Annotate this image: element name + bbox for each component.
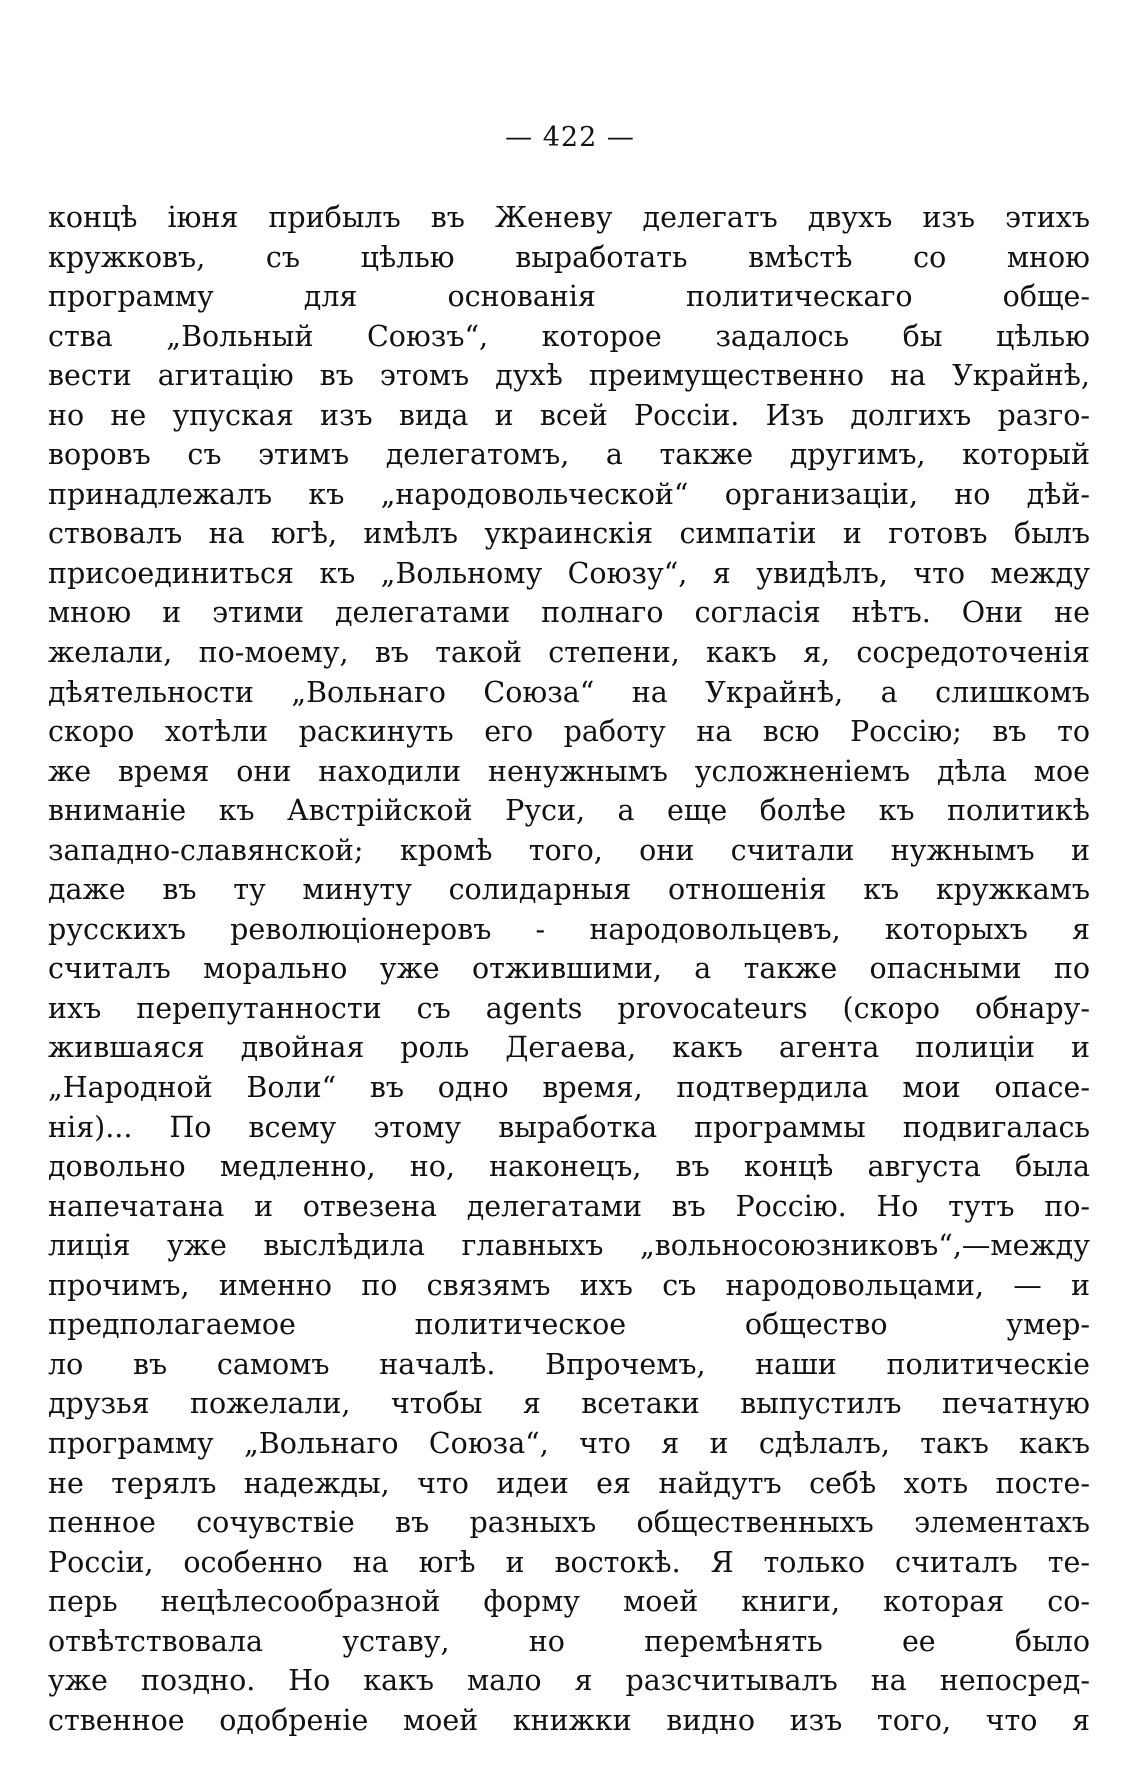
text-line: ло въ самомъ началѣ. Впрочемъ, наши политическіе bbox=[48, 1347, 1090, 1381]
text-line: ихъ перепутанности съ agents provocateurs (скоро обнару- bbox=[48, 991, 1090, 1025]
text-line: кружковъ, съ цѣлью выработать вмѣстѣ со мною bbox=[48, 240, 1090, 274]
text-line: прочимъ, именно по связямъ ихъ съ народовольцами, — и bbox=[48, 1268, 1090, 1302]
text-line: считалъ морально уже отжившими, а также опасными по bbox=[48, 952, 1090, 986]
text-line: скоро хотѣли раскинуть его работу на всю Россію; въ то bbox=[48, 715, 1090, 749]
text-line: ственное одобреніе моей книжки видно изъ того, что я bbox=[48, 1703, 1090, 1737]
text-line: западно-славянской; кромѣ того, они считали нужнымъ и bbox=[48, 833, 1090, 867]
text-line: отвѣтствовала уставу, но перемѣнять ее было bbox=[48, 1624, 1090, 1658]
text-line: жившаяся двойная роль Дегаева, какъ агента полиціи и bbox=[48, 1031, 1090, 1065]
text-line: уже поздно. Но какъ мало я разсчитывалъ на непосред- bbox=[48, 1664, 1090, 1698]
text-line: ствовалъ на югѣ, имѣлъ украинскія симпатіи и готовъ былъ bbox=[48, 517, 1090, 551]
page-number: — 422 — bbox=[505, 122, 635, 153]
text-line: ства „Вольный Союзъ“, которое задалось бы цѣлью bbox=[48, 319, 1090, 353]
text-line: лиція уже выслѣдила главныхъ „вольносоюзниковъ“,—между bbox=[48, 1229, 1090, 1263]
text-line: мною и этими делегатами полнаго согласія нѣтъ. Они не bbox=[48, 596, 1090, 630]
body-text bbox=[48, 198, 1090, 1740]
text-line: дѣятельности „Вольнаго Союза“ на Украйнѣ, а слишкомъ bbox=[48, 675, 1090, 709]
text-line: присоединиться къ „Вольному Союзу“, я увидѣлъ, что между bbox=[48, 556, 1090, 590]
text-line: перь нецѣлесообразной форму моей книги, которая со- bbox=[48, 1585, 1090, 1619]
text-line: друзья пожелали, чтобы я всетаки выпустилъ печатную bbox=[48, 1387, 1090, 1421]
text-line: воровъ съ этимъ делегатомъ, а также другимъ, который bbox=[48, 438, 1090, 472]
text-line: предполагаемое политическое общество умер- bbox=[48, 1308, 1090, 1342]
text-line: напечатана и отвезена делегатами въ Россію. Но тутъ по- bbox=[48, 1189, 1090, 1223]
text-line: даже въ ту минуту солидарныя отношенія къ кружкамъ bbox=[48, 873, 1090, 907]
text-line: принадлежалъ къ „народовольческой“ организаціи, но дѣй- bbox=[48, 477, 1090, 511]
text-line: программу для основанія политическаго обще- bbox=[48, 280, 1090, 314]
text-line: вести агитацію въ этомъ духѣ преимущественно на Украйнѣ, bbox=[48, 359, 1090, 393]
text-line: не терялъ надежды, что идеи ея найдутъ себѣ хоть посте- bbox=[48, 1466, 1090, 1500]
text-line: желали, по-моему, въ такой степени, какъ я, сосредоточенія bbox=[48, 636, 1090, 670]
text-line: же время они находили ненужнымъ усложненіемъ дѣла мое bbox=[48, 754, 1090, 788]
text-line: нія)... По всему этому выработка программы подвигалась bbox=[48, 1110, 1090, 1144]
text-line: концѣ іюня прибылъ въ Женеву делегатъ двухъ изъ этихъ bbox=[48, 201, 1090, 234]
text-line: „Народной Воли“ въ одно время, подтвердила мои опасе- bbox=[48, 1071, 1090, 1105]
text-line: пенное сочувствіе въ разныхъ общественныхъ элементахъ bbox=[48, 1506, 1090, 1540]
text-line: вниманіе къ Австрійской Руси, а еще болѣе къ политикѣ bbox=[48, 794, 1090, 828]
text-line: довольно медленно, но, наконецъ, въ концѣ августа была bbox=[48, 1150, 1090, 1184]
text-line: программу „Вольнаго Союза“, что я и сдѣлалъ, такъ какъ bbox=[48, 1426, 1090, 1460]
text-line: Россіи, особенно на югѣ и востокѣ. Я только считалъ те- bbox=[48, 1545, 1090, 1579]
text-line: но не упуская изъ вида и всей Россіи. Изъ долгихъ разго- bbox=[48, 398, 1090, 432]
text-line: русскихъ революціонеровъ - народовольцевъ, которыхъ я bbox=[48, 912, 1090, 946]
